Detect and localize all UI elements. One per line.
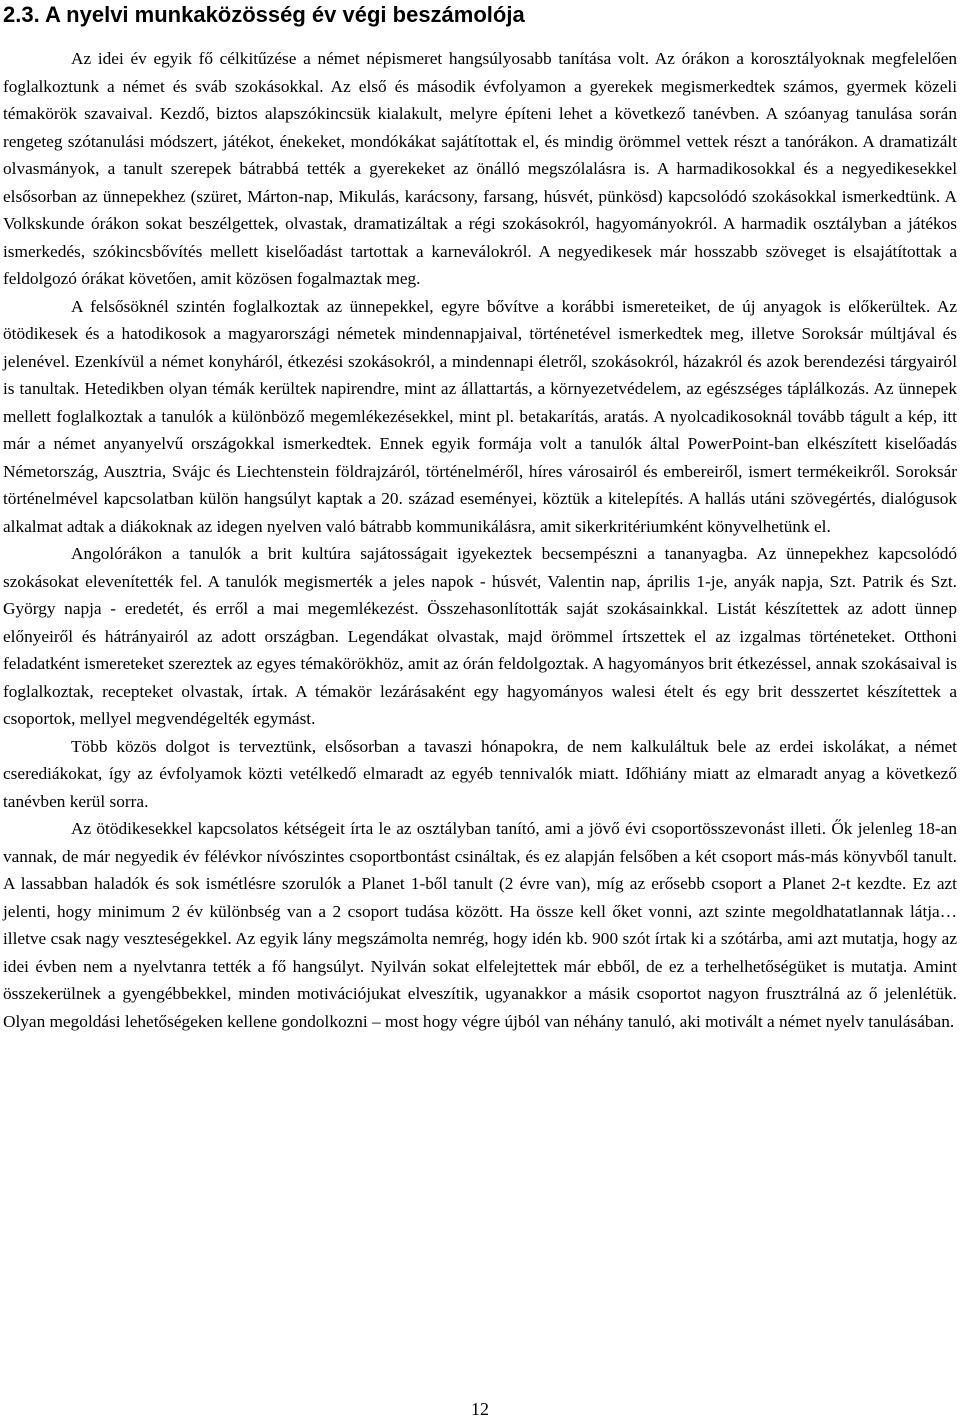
document-body [3, 45, 957, 1035]
section-heading: 2.3. A nyelvi munkaközösség év végi beszámolója [3, 2, 525, 27]
paragraph-german-lower: Az idei év egyik fő célkitűzése a német népismeret hangsúlyosabb tanítása volt. Az órákon a korosztályoknak megfelelően foglalkoztunk a német és sváb szokásokkal. Az első és második évfolyamon a gyerekek megismerkedtek számos, gyermek közeli témakörök szavaival. Kezdő, biztos alapszókincsük kialakult, melyre építeni lehet a következő tanévben. A szóanyag tanulása során rengeteg szótanulási módszert, játékot, énekeket, mondókákat sajátítottak el, és mindig örömmel vettek részt a tanórákon. A dramatizált olvasmányok, a tanult szerepek bátrabbá tették a gyerekeket az önálló megszólalásra is. A harmadikosokkal és a negyedikesekkel elsősorban az ünnepekhez (szüret, Márton-nap, Mikulás, karácsony, farsang, húsvét, pünkösd) kapcsolódó szokásokkal ismerkedtünk. A Volkskunde órákon sokat beszélgettek, olvastak, dramatizáltak a régi szokásokról, hagyományokról. A harmadik osztályban a játékos ismerkedés, szókincsbővítés mellett kiselőadást tartottak a karneválokról. A negyedikesek már hosszabb szöveget is elsajátítottak a feldolgozó órákat követően, amit közösen fogalmaztak meg. [3, 49, 957, 288]
paragraph-english: Angolórákon a tanulók a brit kultúra sajátosságait igyekeztek becsempészni a tananyagba. Az ünnepekhez kapcsolódó szokásokat elevenítették fel. A tanulók megismerték a jeles napok - húsvét, Valentin nap, április 1-je, anyák napja, Szt. Patrik és Szt. György napja - eredetét, és erről a mai megemlékezést. Összehasonlították saját szokásainkkal. Listát készítettek az adott ünnep előnyeiről és hátrányairól az adott országban. Legendákat olvastak, majd örömmel írtszettek el az izgalmas történeteket. Otthoni feladatként ismereteket szereztek az egyes témakörökhöz, amit az órán feldolgoztak. A hagyományos brit étkezéssel, annak szokásaival is foglalkoztak, recepteket olvastak, írtak. A témakör lezárásaként egy hagyományos walesi ételt és egy brit desszertet készítettek a csoportok, mellyel megvendégelték egymást. [3, 544, 957, 728]
paragraph-joint-plans: Több közös dolgot is terveztünk, elsősorban a tavaszi hónapokra, de nem kalkuláltuk bele az erdei iskolákat, a német cserediákokat, így az évfolyamok közti vetélkedő elmaradt az egyéb tennivalók miatt. Időhiány miatt az elmaradt anyag a következő tanévben kerül sorra. [3, 736, 957, 811]
paragraph-fifth-grade: Az ötödikesekkel kapcsolatos kétségeit írta le az osztályban tanító, ami a jövő évi csoportösszevonást illeti. Ők jelenleg 18-an vannak, de már negyedik év félévkor nívószintes csoportbontást csináltak, és ez alapján felsőben a két csoport más-más könyvből tanult. A lassabban haladók és sok ismétlésre szorulók a Planet 1-ből tanult (2 évre van), míg az erősebb csoport a Planet 2-t kezdte. Ez azt jelenti, hogy minimum 2 év különbség van a 2 csoport tudása között. Ha össze kell őket vonni, azt szinte megoldhatatlannak látja…illetve csak nagy veszteségekkel. Az egyik lány megszámolta nemrég, hogy idén kb. 900 szót írtak ki a szótárba, ami azt mutatja, hogy az idei évben nem a nyelvtanra tették a fő hangsúlyt. Nyilván sokat elfelejtettek már ebből, de ez a terhelhetőségüket is mutatja. Amint összekerülnek a gyengébbekkel, minden motivációjukat elveszítik, ugyanakkor a másik csoportot nagyon frusztrálná az ő jelenlétük. Olyan megoldási lehetőségeken kellene gondolkozni – most hogy végre újból van néhány tanuló, aki motivált a német nyelv tanulásában. [3, 819, 957, 1031]
page-number: 12 [471, 1399, 489, 1419]
paragraph-german-upper: A felsősöknél szintén foglalkoztak az ünnepekkel, egyre bővítve a korábbi ismereteiket, de új anyagok is előkerültek. Az ötödikesek és a hatodikosok a magyarországi németek mindennapjaival, történetével ismerkedtek meg, illetve Soroksár múltjával és jelenével. Ezenkívül a német konyháról, étkezési szokásokról, a mindennapi életről, szokásokról, házakról és azok berendezési tárgyairól is tanultak. Hetedikben olyan témák kerültek napirendre, mint az állattartás, a környezetvédelem, az egészséges táplálkozás. Az ünnepek mellett foglalkoztak a tanulók a különböző megemlékezésekkel, mint pl. betakarítás, aratás. A nyolcadikosoknál tovább tágult a kép, itt már a német anyanyelvű országokkal ismerkedtek. Ennek egyik formája volt a tanulók által PowerPoint-ban elkészített kiselőadás Németország, Ausztria, Svájc és Liechtenstein földrajzáról, történelméről, híres városairól és embereiről, ismert termékeikről. Soroksár történelmével kapcsolatban külön hangsúlyt kaptak a 20. század eseményei, köztük a kitelepítés. A hallás utáni szövegértés, dialógusok alkalmat adtak a diákoknak az idegen nyelven való bátrabb kommunikálásra, amit sikerkritériumként könyvelhetünk el. [3, 296, 957, 536]
